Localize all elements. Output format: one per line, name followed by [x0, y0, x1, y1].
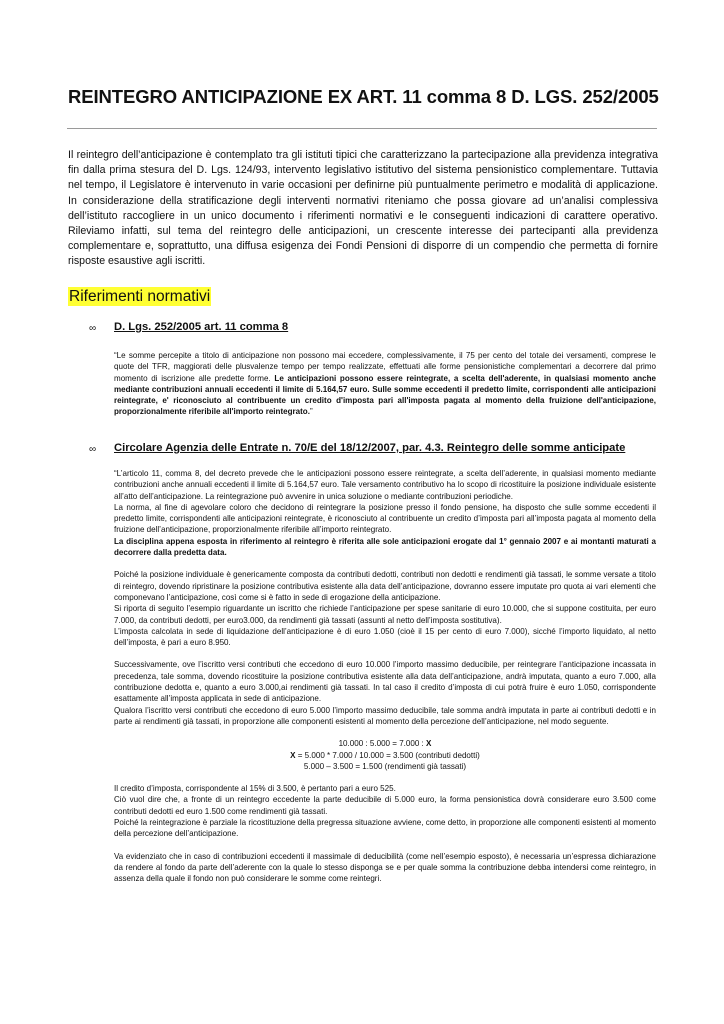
- circolare-paragraph: Ciò vuol dire che, a fronte di un reintegro eccedente la parte deducibile di 5.000 euro, la forma pensionistica dovrà considerare euro 3.500 come contributi dedotti ed euro 1.500 come rendimenti già tassati.: [114, 795, 656, 816]
- formula-x: X: [426, 739, 432, 749]
- formula-text: 10.000 : 5.000 = 7.000 :: [338, 739, 427, 749]
- formula-line-3: 5.000 – 3.500 = 1.500 (rendimenti già tassati): [303, 761, 467, 771]
- circolare-paragraph: Successivamente, ove l’iscritto versi contributi che eccedono di euro 10.000 l’importo massimo deducibile, per reintegrare l’anticipazione incassata in precedenza, tale somma, dovendo ricostituire la posizione contributiva esistente alla data dell’anticipazione, andrà imputata, quanto a euro 7.000, alla contribuzione dedotta e, quanto a euro 3.000,ai rendimenti già tassati. In tal caso il credito d’imposta di cui potrà fruire è euro 1.050, corrispondente esattamente all’imposta applicata in sede di anticipazione.: [114, 660, 656, 704]
- reference-2-quote: [114, 468, 656, 885]
- formula-line-1: [114, 738, 656, 749]
- reference-2-heading: Circolare Agenzia delle Entrate n. 70/E del 18/12/2007, par. 4.3. Reintegro delle somme anticipate: [114, 442, 626, 454]
- circolare-paragraph: Poiché la posizione individuale è genericamente composta da contributi dedotti, contributi non dedotti e rendimenti già tassati, le somme versate a titolo di reintegro, dovendo ripristinare la posizione contributiva esistente alla data dell’anticipazione, dovranno essere imputate pro quota ai vari elementi che componevano l’anticipazione, così come si è fatto in sede di erogazione della anticipazione.: [114, 570, 656, 602]
- circolare-paragraph: La norma, al fine di agevolare coloro che decidono di reintegrare la posizione presso il fondo pensione, ha disposto che sulle somme eccedenti il predetto limite, corrispondenti alle anticipazioni reintegrate, è riconosciuto al contribuente un credito d’imposta pari all’imposta pagata al momento della fruizione dell’anticipazione, proporzionalmente riferibile all’importo reintegrato.: [114, 502, 656, 535]
- circolare-paragraph: Qualora l’iscritto versi contributi che eccedono di euro 5.000 l’importo massimo deducibile, tale somma andrà imputata in parte ai contributi dedotti e in parte ai rendimenti già tassati, in proporzione alle componenti esistenti al momento della percezione dell’anticipazione, nel modo seguente.: [114, 705, 656, 726]
- section-title: Riferimenti normativi: [69, 288, 211, 305]
- reference-1-heading: D. Lgs. 252/2005 art. 11 comma 8: [114, 321, 289, 333]
- intro-paragraph: Il reintegro dell’anticipazione è contemplato tra gli istituti tipici che caratterizzano la partecipazione alla previdenza integrativa fin dalla prima stesura del D. Lgs. 124/93, intervento legislativo istitutivo del sistema pensionistico complementare. Tuttavia nel tempo, il Legislatore è intervenuto in varie occasioni per definirne più puntualmente perimetro e modalità di applicazione. In considerazione della stratificazione degli interventi normativi riteniamo che possa giovare ad un’analisi complessiva dell’istituto raccogliere in un unico documento i riferimenti normativi e le conseguenti indicazioni di carattere operativo. Rileviamo infatti, sul tema del reintegro delle anticipazioni, un crescente interesse dei partecipanti alla previdenza complementare e, soprattutto, una diffusa esigenza dei Fondi Pensioni di disporre di un compendio che permetta di fornire risposte esaustive agli iscritti.: [68, 149, 658, 268]
- circolare-paragraph: Va evidenziato che in caso di contribuzioni eccedenti il massimale di deducibilità (come nell’esempio esposto), è necessaria un’espressa dichiarazione da rendere al fondo da parte dell’aderente con la quale lo stesso disponga se e per quale somma la contribuzione debba intendersi come reintegro, in assenza della quale il fondo non può considerare le somme come reintegri.: [114, 851, 656, 884]
- circolare-paragraph: “L’articolo 11, comma 8, del decreto prevede che le anticipazioni possono essere reintegrate, a scelta dell’aderente, in qualsiasi momento mediante contribuzioni anche annuali eccedenti il limite di 5.164,57 euro. Tale versamento contributivo ha lo scopo di ricostituire la posizione individuale esistente all’atto dell’anticipazione. La reintegrazione può avvenire in unica soluzione o mediante contribuzioni periodiche.: [114, 469, 656, 501]
- infinity-bullet-icon: ∞: [89, 444, 97, 455]
- formula-text: = 5.000 * 7.000 / 10.000 = 3.500 (contributi dedotti): [295, 750, 480, 760]
- infinity-bullet-icon: ∞: [89, 323, 97, 334]
- circolare-bold-paragraph: [114, 536, 656, 559]
- circolare-paragraph: Poiché la reintegrazione è parziale la ricostituzione della pregressa situazione avviene, come detto, in proporzione alle componenti esistenti al momento della percezione dell’anticipazione.: [114, 818, 656, 839]
- quote-1-close: ”: [309, 407, 313, 417]
- circolare-bold-text: La disciplina appena esposta in riferimento al reintegro è riferita alle sole anticipazioni erogate dal 1° gennaio 2007 e ai montanti maturati a decorrere dalla predetta data.: [114, 536, 656, 558]
- title-divider: [67, 128, 657, 129]
- circolare-paragraph: Si riporta di seguito l’esempio riguardante un iscritto che richiede l’anticipazione per spese sanitarie di euro 10.000, che si suppone costituita, per euro 7.000, da contributi dedotti, per euro3.000, da rendimenti già tassati (assunti al netto dell’imposta sostitutiva).: [114, 604, 656, 625]
- formula-line-2: [114, 750, 656, 761]
- formula-x: X: [290, 750, 296, 760]
- circolare-paragraph: Il credito d’imposta, corrispondente al 15% di 3.500, è pertanto pari a euro 525.: [114, 784, 396, 794]
- reference-1-quote: [114, 350, 656, 418]
- circolare-paragraph: L’imposta calcolata in sede di liquidazione dell’anticipazione è di euro 1.050 (cioè il 15 per cento di euro 7.000), sicché l’importo liquidato, al netto dell’imposta, è pari a euro 8.950.: [114, 626, 656, 648]
- quote-1-bold-text: Le anticipazioni possono essere reintegrate, a scelta dell'aderente, in qualsiasi momento anche mediante contribuzioni annuali eccedenti il limite di 5.164,57 euro. Sulle somme eccedenti il predetto limite, corrispondenti alle anticipazioni reintegrate, e' riconosciuto al contribuente un credito d'imposta pari all'imposta pagata al momento della fruizione dell'anticipazione, proporzionalmente riferibile all'importo reintegrato.: [114, 373, 656, 417]
- quote-1-text: “Le somme percepite a titolo di anticipazione non possono mai eccedere, complessivamente, il 75 per cento del totale dei versamenti, comprese le quote del TFR, maggiorati delle plusvalenze tempo per tempo realizzate, effettuati alle forme pensionistiche complementari a decorrere dal primo momento di iscrizione alle predette forme.: [114, 351, 656, 383]
- document-title: REINTEGRO ANTICIPAZIONE EX ART. 11 comma 8 D. LGS. 252/2005: [68, 86, 659, 107]
